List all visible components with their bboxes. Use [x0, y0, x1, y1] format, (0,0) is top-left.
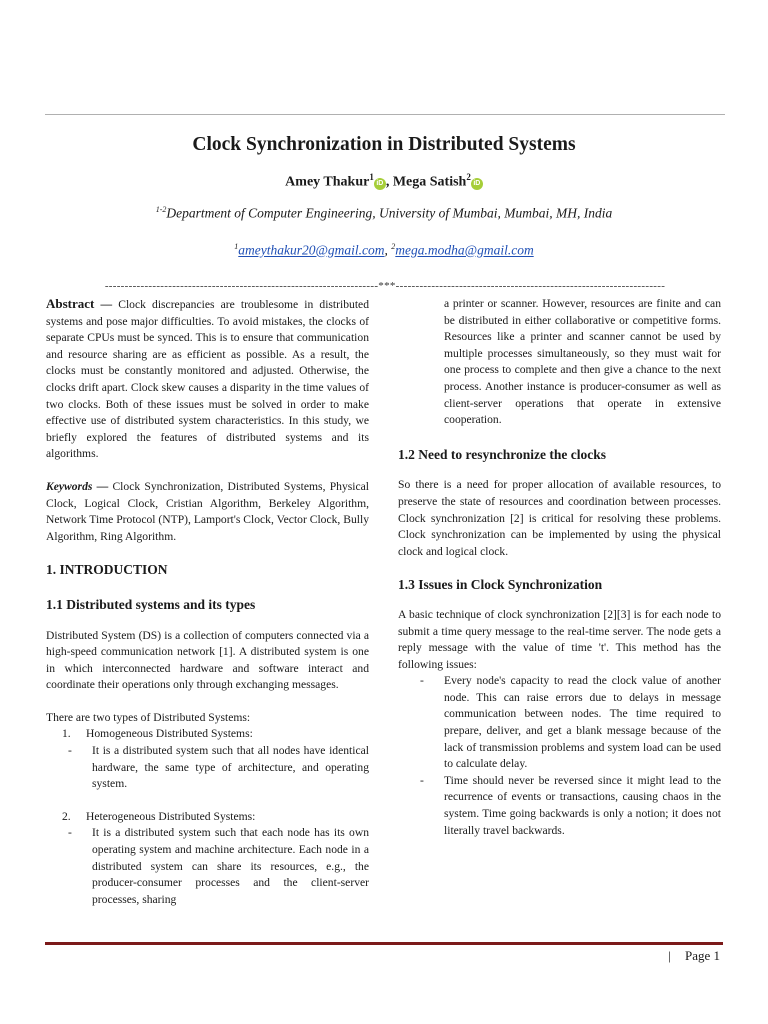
- list-item-text: It is a distributed system such that each node has its own operating system and machine architecture. Each node in a distributed system can share its resources, e.g., the producer-consumer processes and the client-server processes, sharing: [92, 826, 369, 906]
- section-divider: ---------------------------------------------------------------------***--------------------------------------------------------------------: [104, 280, 666, 292]
- keywords-paragraph: [46, 479, 369, 545]
- list-number: 1.: [62, 727, 71, 741]
- list-dash: -: [420, 773, 424, 787]
- body-paragraph: A basic technique of clock synchronization [2][3] is for each node to submit a time query message to the real-time server. The node gets a reply message with the value of time 't'. This method has the following issues:: [398, 607, 721, 671]
- issue-item: [398, 673, 721, 773]
- left-column: [46, 296, 369, 908]
- issue-text: Time should never be reversed since it might lead to the recurrence of events or transactions, causing chaos in the system. Time going backwards is only a notion; it does not literally travel backwards.: [444, 773, 721, 837]
- orcid-icon[interactable]: iD: [374, 178, 386, 190]
- author-name: Mega Satish: [392, 174, 467, 190]
- affiliation-sup: 1-2: [155, 205, 167, 214]
- list-dash: -: [68, 744, 72, 758]
- abstract-text: Clock discrepancies are troublesome in distributed systems and pose major difficulties. To avoid mistakes, the clocks of separate CPUs must be synced. This is to ensure that communication and resource sharing are as efficient as possible. As a result, the clocks must be constantly monitored and adjusted. Otherwise, the clocks drift apart. Clock skew causes a disparity in the time values of two clocks. Both of these issues must be solved in order to make effective use of distributed system characteristics. In this study, we briefly explored the features of distributed systems and its algorithms.: [46, 298, 369, 461]
- header-rule: [45, 114, 725, 115]
- keywords-text: Clock Synchronization, Distributed Systems, Physical Clock, Logical Clock, Cristian Algorithm, Berkeley Algorithm, Network Time Protocol (NTP), Lamport's Clock, Vector Clock, Bully Algorithm, Ring Algorithm.: [46, 479, 369, 543]
- affiliation: [0, 205, 768, 222]
- email-line: [0, 242, 768, 259]
- email-link[interactable]: mega.modha@gmail.com: [395, 242, 534, 258]
- body-paragraph: So there is a need for proper allocation of available resources, to preserve the state of resources and coordination between processes. Clock synchronization [2] is critical for resolving these problems. Clock synchronization can be implemented by using the physical clock and logical clock.: [398, 478, 721, 558]
- affiliation-text: Department of Computer Engineering, University of Mumbai, Mumbai, MH, India: [166, 205, 613, 221]
- list-number: 2.: [62, 809, 71, 823]
- issue-item: [398, 773, 721, 839]
- list-item-text: It is a distributed system such that all nodes have identical hardware, the same type of architecture, and operating system.: [92, 744, 369, 791]
- subsection-heading: 1.2 Need to resynchronize the clocks: [398, 446, 606, 462]
- email-sup: 2: [391, 242, 396, 251]
- body-paragraph: There are two types of Distributed Systems:: [46, 710, 251, 724]
- orcid-icon[interactable]: iD: [471, 178, 483, 190]
- paper-title: Clock Synchronization in Distributed Systems: [192, 134, 576, 155]
- subsection-heading: 1.3 Issues in Clock Synchronization: [398, 577, 603, 593]
- abstract-dash: —: [94, 298, 119, 311]
- issues-list: [398, 673, 721, 839]
- list-item-title: Homogeneous Distributed Systems:: [86, 727, 253, 741]
- list-item: [46, 809, 369, 826]
- email-separator: ,: [384, 242, 392, 258]
- body-paragraph: Distributed System (DS) is a collection of computers connected via a high-speed communication network [1]. A distributed system is one in which interconnected hardware and software interact and coordinate their operations only through exchanging messages.: [46, 628, 369, 692]
- list-dash: -: [68, 826, 72, 840]
- author-affil-sup: 1: [369, 172, 374, 182]
- keywords-dash: —: [92, 479, 113, 493]
- section-heading: 1. INTRODUCTION: [46, 562, 168, 578]
- list-item-title: Heterogeneous Distributed Systems:: [86, 809, 256, 823]
- email-link[interactable]: ameythakur20@gmail.com: [238, 242, 385, 258]
- page-footer: [668, 948, 720, 964]
- types-list: [46, 726, 369, 908]
- issue-text: Every node's capacity to read the clock value of another node. This can raise errors due to delays in message communication between nodes. The time required to prepare, deliver, and get a blank message because of the lack of transmission problems and system load can be used to calculate delay.: [444, 674, 721, 771]
- list-item: [46, 726, 369, 743]
- list-item-description: [46, 825, 369, 908]
- list-continuation: a printer or scanner. However, resources are finite and can be distributed in either collaborative or competitive forms. Resources like a printer and scanner cannot be used by multiple processes simultaneously, so they must wait for one process to complete and then give a chance to the next process. Another instance is producer-consumer as well as client-server operations that operate in extensive cooperation.: [444, 297, 721, 427]
- footer-rule: [45, 942, 723, 945]
- author-line: [0, 172, 768, 191]
- author-name: Amey Thakur: [285, 174, 370, 190]
- abstract-label: Abstract: [46, 296, 95, 311]
- right-column: [398, 296, 721, 839]
- subsection-heading: 1.1 Distributed systems and its types: [46, 596, 256, 612]
- footer-separator: |: [668, 948, 671, 963]
- author-separator: ,: [385, 174, 393, 190]
- email-sup: 1: [234, 242, 239, 251]
- page-number: Page 1: [684, 948, 720, 963]
- abstract-paragraph: [46, 296, 369, 463]
- list-item-description: [46, 743, 369, 793]
- keywords-label: Keywords: [46, 479, 93, 493]
- list-dash: -: [420, 674, 424, 688]
- author-affil-sup: 2: [466, 172, 471, 182]
